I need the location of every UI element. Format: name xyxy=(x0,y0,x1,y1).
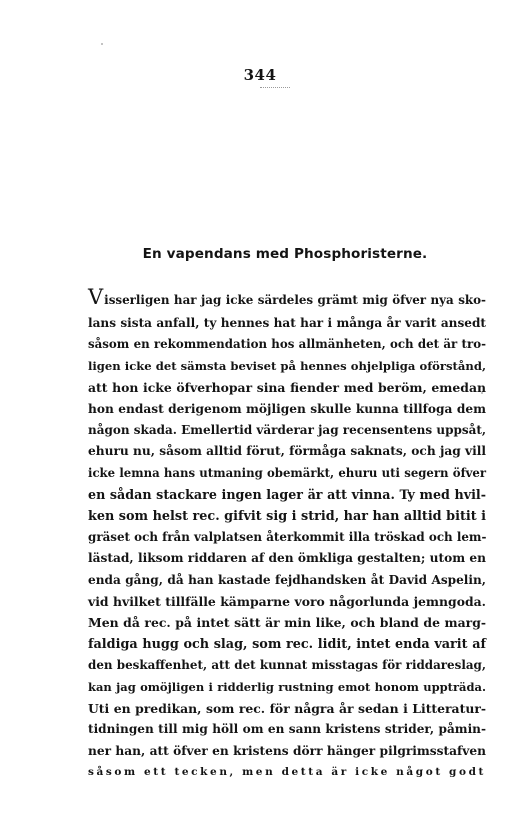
text-line: en sådan stackare ingen lager är att vinna. Ty med hvil- xyxy=(88,487,486,503)
chapter-heading: En vapendans med Phosphoristerne. xyxy=(142,246,428,262)
text-line: lästad, liksom riddaren af den ömkliga gestalten; utom en xyxy=(88,551,486,566)
text-line: ehuru nu, såsom alltid förut, förmåga saknats, och jag vill xyxy=(88,444,486,459)
page-number-rule xyxy=(260,87,290,88)
text-line: kan jag omöjligen i ridderlig rustning emot honom uppträda. xyxy=(88,679,486,694)
text-line: icke lemna hans utmaning obemärkt, ehuru uti segern öfver xyxy=(88,465,486,480)
drop-cap: V xyxy=(88,285,104,309)
text-line-content: isserligen har jag icke särdeles grämt mig öfver nya sko- xyxy=(104,293,486,307)
page-number: 344 xyxy=(243,66,277,84)
text-line: vid hvilket tillfälle kämparne voro någorlunda jemngoda. xyxy=(88,594,486,610)
text-line: Men då rec. på intet sätt är min like, och bland de marg- xyxy=(88,615,486,631)
text-line: ligen icke det sämsta beviset på hennes ohjelpliga oförstånd, xyxy=(88,358,486,373)
text-line: såsom ett tecken, men detta är icke något godt xyxy=(88,766,486,779)
text-line: tidningen till mig höll om en sann kristens strider, påmin- xyxy=(88,722,486,737)
text-line: hon endast derigenom möjligen skulle kunna tillfoga dem xyxy=(88,401,486,416)
text-line: den beskaffenhet, att det kunnat misstagas för riddareslag, xyxy=(88,658,486,673)
text-line: faldiga hugg och slag, som rec. lidit, intet enda varit af xyxy=(88,636,486,652)
text-line: någon skada. Emellertid värderar jag recensentens uppsåt, xyxy=(88,422,487,437)
text-line: lans sista anfall, ty hennes hat har i många år varit ansedt xyxy=(88,316,486,330)
text-line: att hon icke öfverhopar sina fiender med beröm, emedan xyxy=(88,380,486,396)
text-line: ner han, att öfver en kristens dörr hänger pilgrimsstafven xyxy=(88,743,486,758)
text-line: Uti en predikan, som rec. för några år sedan i Litteratur- xyxy=(88,701,486,717)
text-line: gräset och från valplatsen återkommit illa tröskad och lem- xyxy=(88,529,487,544)
body-text xyxy=(88,287,486,784)
text-line xyxy=(88,287,486,313)
paper-speck xyxy=(101,43,103,45)
text-line: ken som helst rec. gifvit sig i strid, har han alltid bitit i xyxy=(88,508,486,524)
text-line: såsom en rekommendation hos allmänheten, och det är tro- xyxy=(88,337,486,352)
text-line: enda gång, då han kastade fejdhandsken åt David Aspelin, xyxy=(88,572,486,587)
